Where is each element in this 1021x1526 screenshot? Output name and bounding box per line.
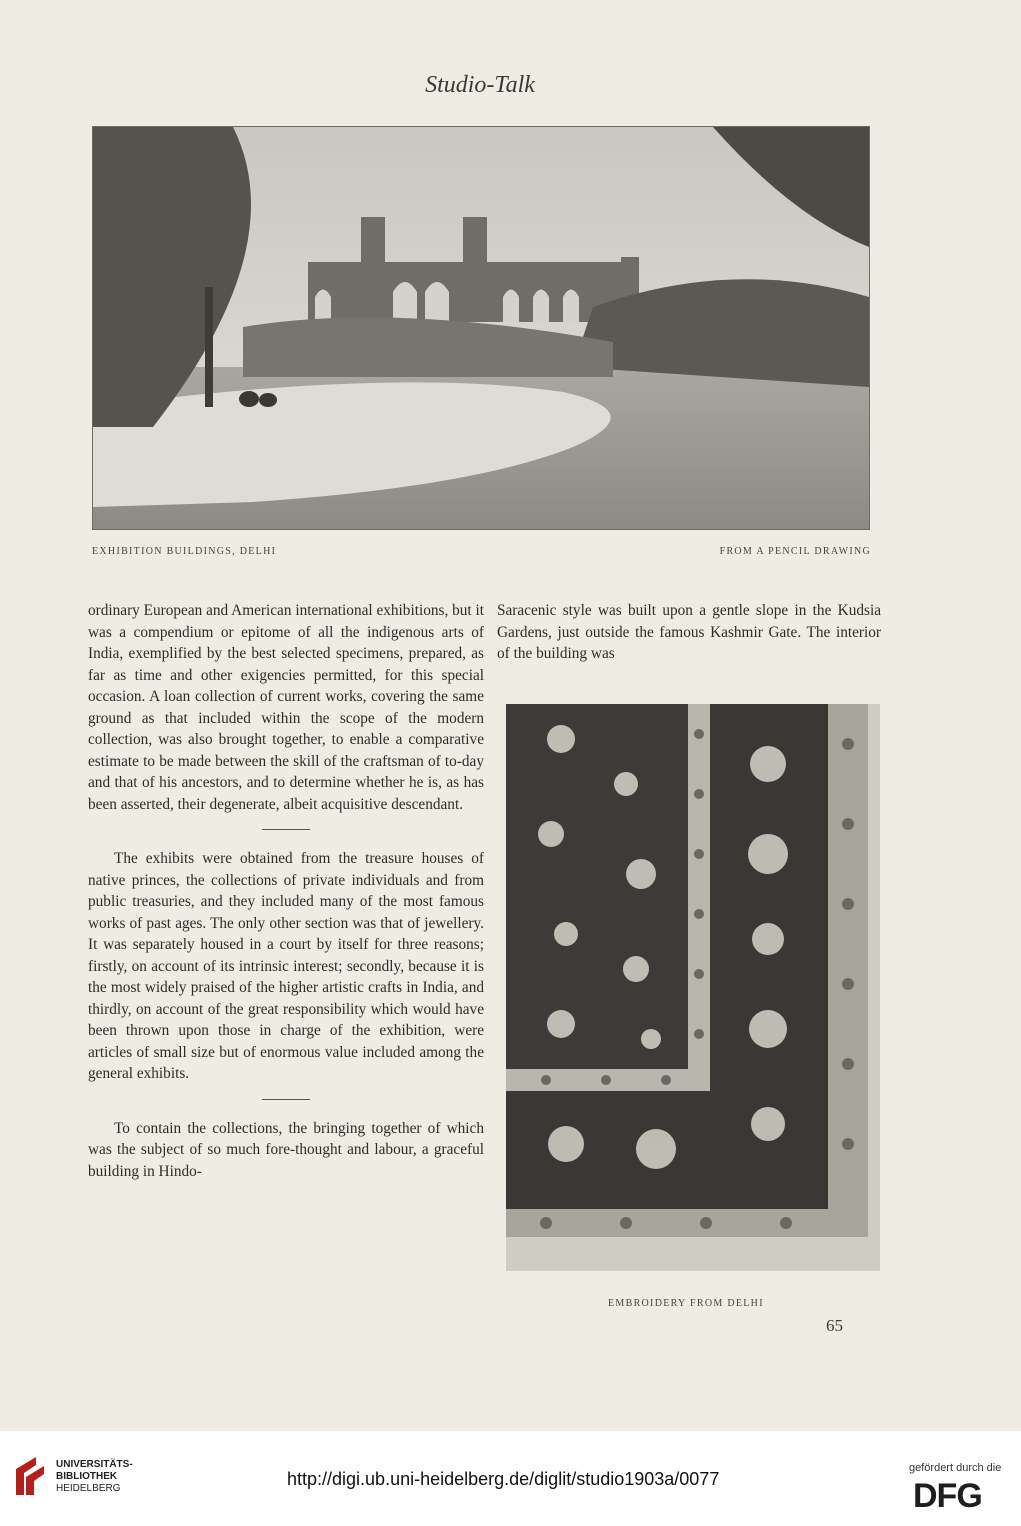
- article-right-column: [497, 600, 881, 665]
- figure-caption-right: FROM A PENCIL DRAWING: [719, 546, 871, 557]
- article-left-column: [88, 600, 484, 1182]
- paragraph: Saracenic style was built upon a gentle slope in the Kudsia Gardens, just outside the famous Kashmir Gate. The interior of the building was: [497, 602, 881, 662]
- embroidery-illustration: [506, 704, 880, 1271]
- library-name-line: HEIDELBERG: [56, 1483, 121, 1494]
- section-divider: [262, 1099, 310, 1100]
- paragraph: The exhibits were obtained from the treasure houses of native princes, the collections of private individuals and from public treasuries, and they included many of the most famous works of past ages. The only other section was that of jewellery. It was separately housed in a court by itself for three reasons; firstly, on account of its intrinsic interest; secondly, because it is the most widely praised of the higher artistic crafts in India, and thirdly, on account of the great responsibility which would have been thrown upon those in charge of the exhibition, were articles of small size but of enormous value included among the general exhibits.: [88, 850, 484, 1082]
- page-number: 65: [826, 1316, 843, 1335]
- library-name: [56, 1459, 133, 1495]
- library-name-line: BIBLIOTHEK: [56, 1471, 118, 1482]
- paragraph: ordinary European and American international exhibitions, but it was a compendium or epitome of all the indigenous arts of India, exemplified by the best selected specimens, prepared, as far as time and other exigencies permitted, for this special occasion. A loan collection of current works, covering the same ground as that included within the scope of the modern collection, was also brought together, to enable a comparative estimate to be made between the skill of the craftsman of to-day and that of his ancestors, and to determine whether he is, as has been asserted, their degenerate, albeit acquisitive descendant.: [88, 602, 484, 813]
- source-url-link[interactable]: http://digi.ub.uni-heidelberg.de/diglit/studio1903a/0077: [287, 1469, 720, 1489]
- figure-caption-left: EXHIBITION BUILDINGS, DELHI: [92, 546, 277, 557]
- dfg-logo: DFG: [913, 1477, 982, 1515]
- exhibition-buildings-illustration: [92, 126, 870, 530]
- digitization-footer: [0, 1431, 1021, 1526]
- paragraph: To contain the collections, the bringing together of which was the subject of so much fore-thought and labour, a graceful building in Hindo-: [88, 1119, 484, 1180]
- embroidery-caption: EMBROIDERY FROM DELHI: [608, 1298, 764, 1309]
- section-divider: [262, 829, 310, 830]
- library-name-line: UNIVERSITÄTS-: [56, 1459, 133, 1470]
- library-logo-icon: [10, 1455, 50, 1501]
- funded-by-label: gefördert durch die: [909, 1462, 1002, 1474]
- page-title: Studio-Talk: [425, 72, 535, 98]
